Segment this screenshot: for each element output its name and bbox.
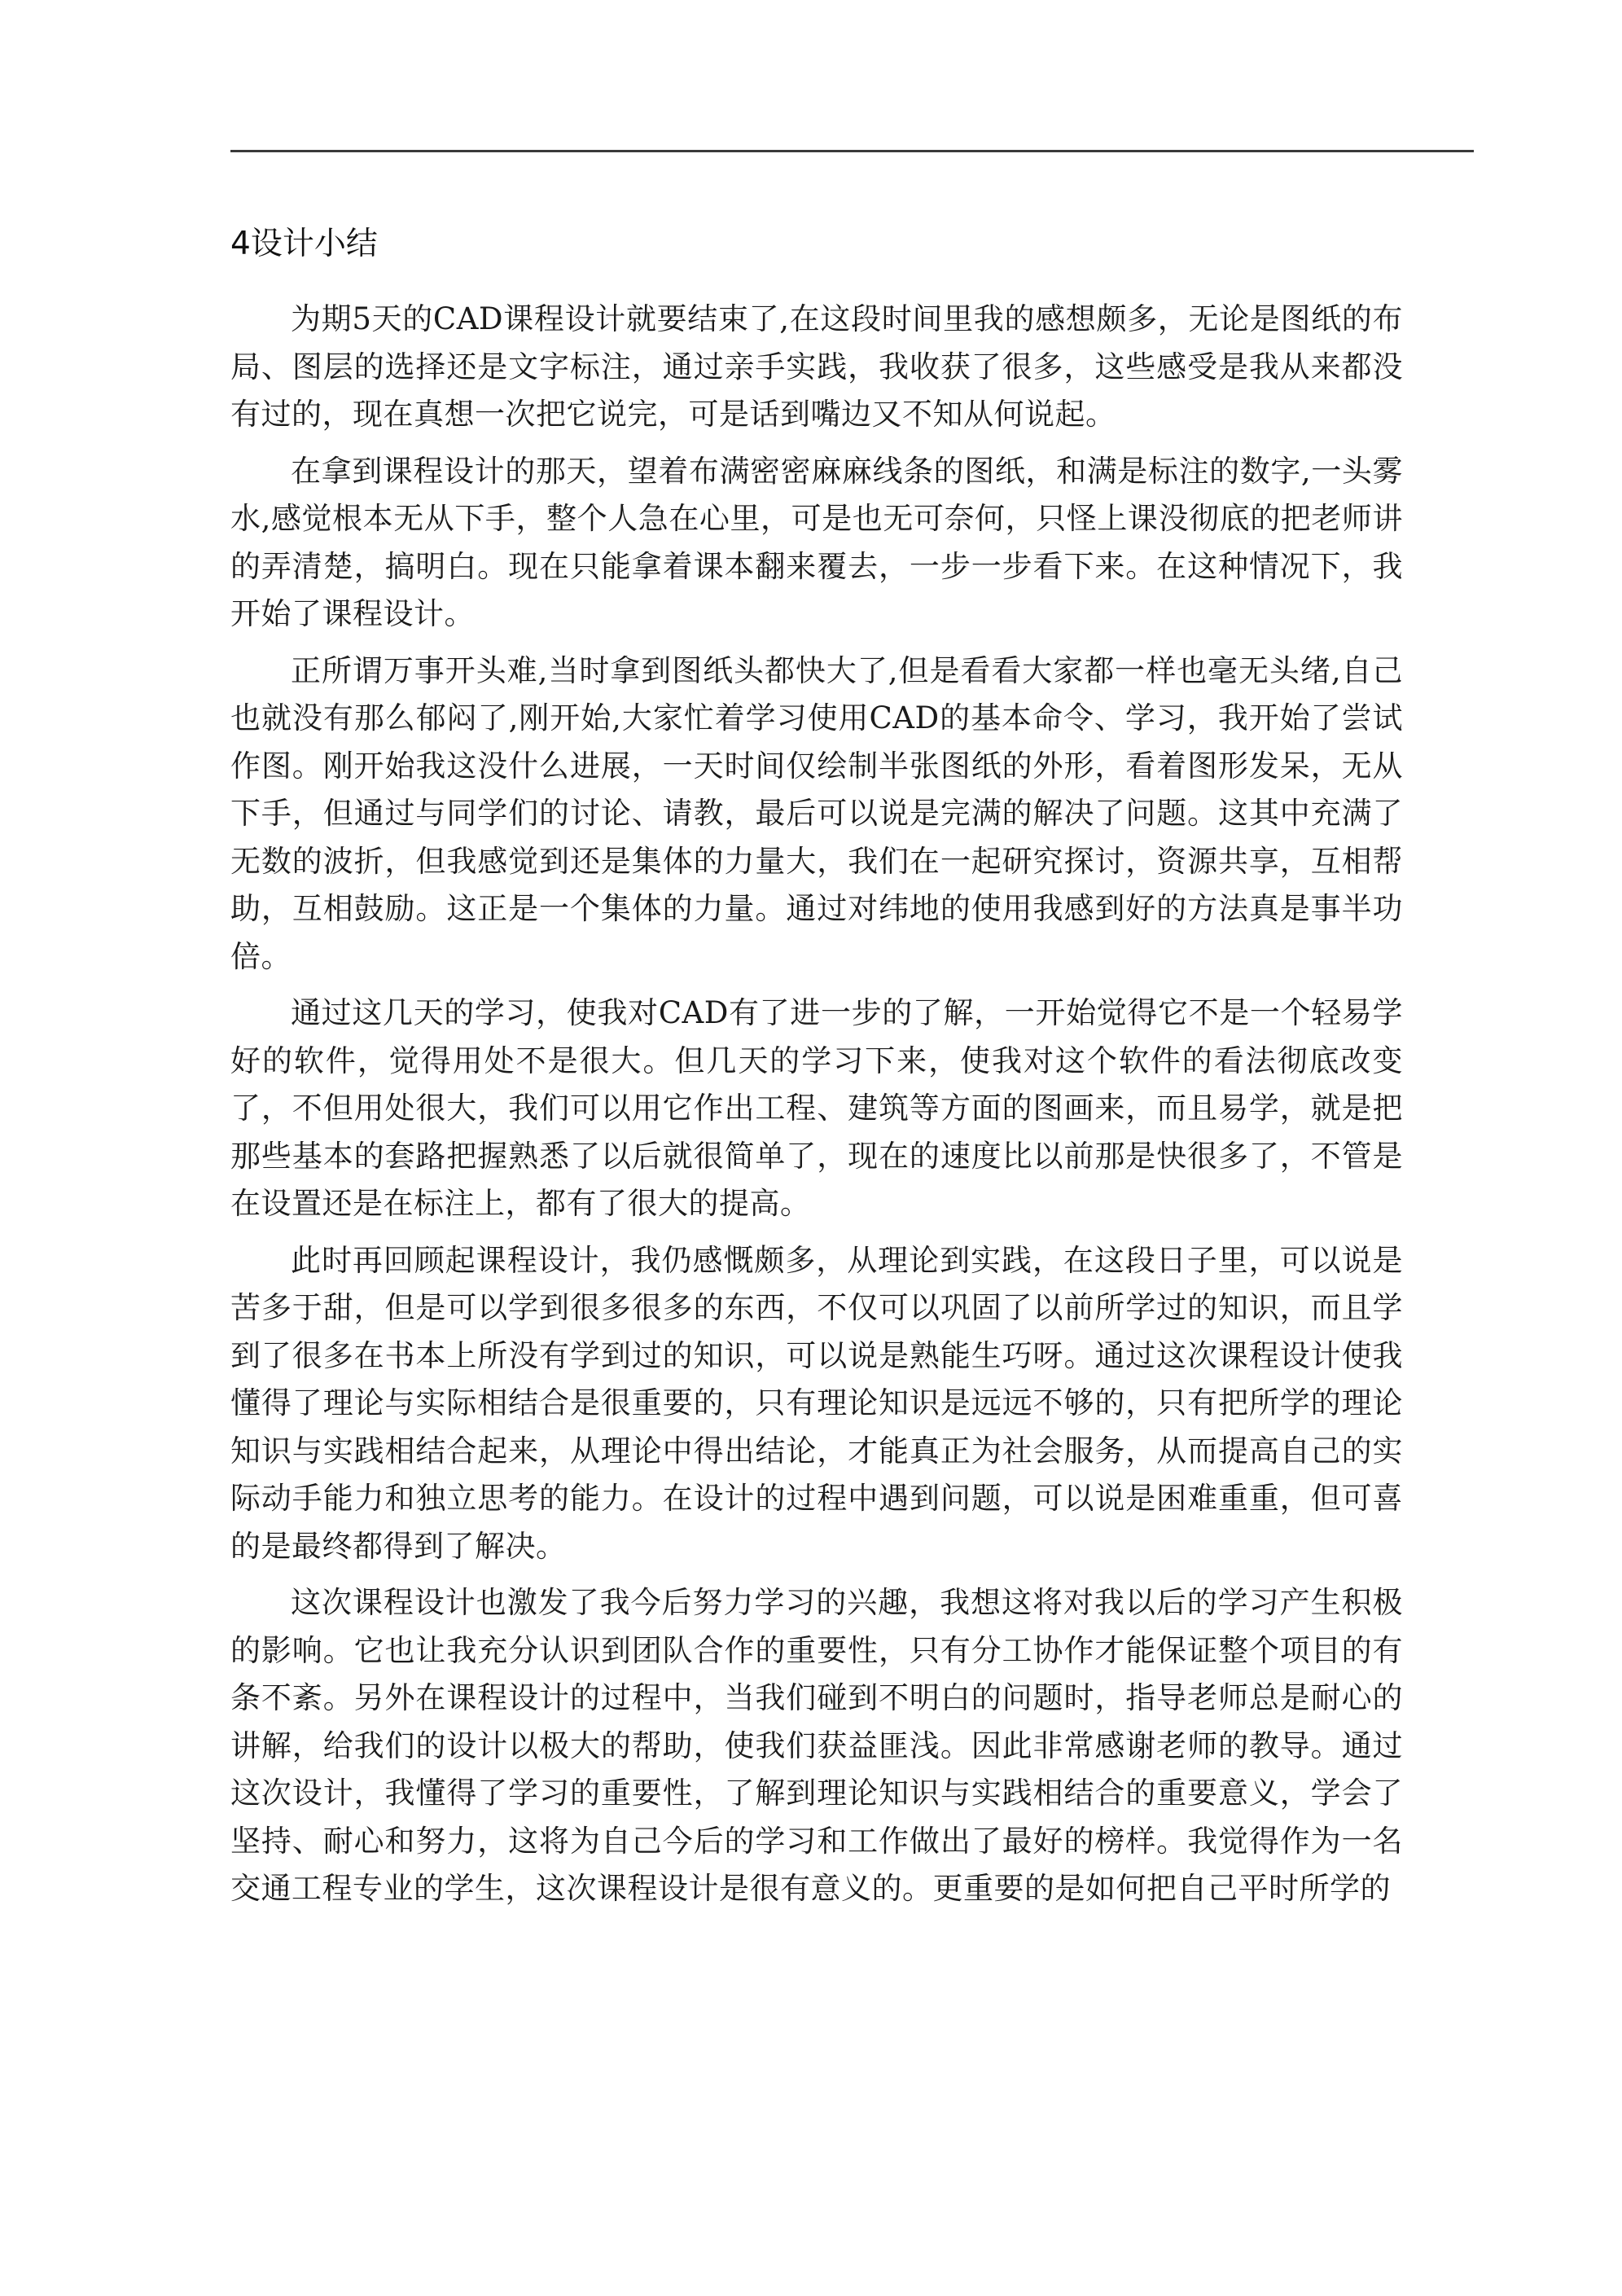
paragraph: 此时再回顾起课程设计，我仍感慨颇多，从理论到实践，在这段日子里，可以说是苦多于甜，但是可以学到很多很多的东西，不仅可以巩固了以前所学过的知识，而且学到了很多在书本上所没有学到过的知识，可以说是熟能生巧呀。通过这次课程设计使我懂得了理论与实际相结合是很重要的，只有理论知识是远远不够的，只有把所学的理论知识与实践相结合起来，从理论中得出结论，才能真正为社会服务，从而提高自己的实际动手能力和独立思考的能力。在设计的过程中遇到问题，可以说是困难重重，但可喜的是最终都得到了解决。	[230, 1242, 1403, 1564]
paragraph: 通过这几天的学习，使我对CAD有了进一步的了解，一开始觉得它不是一个轻易学好的软件，觉得用处不是很大。但几天的学习下来，使我对这个软件的看法彻底改变了，不但用处很大，我们可以用它作出工程、建筑等方面的图画来，而且易学，就是把那些基本的套路把握熟悉了以后就很简单了，现在的速度比以前那是快很多了，不管是在设置还是在标注上，都有了很大的提高。	[230, 995, 1403, 1221]
paragraph: 为期5天的CAD课程设计就要结束了,在这段时间里我的感想颇多，无论是图纸的布局、图层的选择还是文字标注，通过亲手实践，我收获了很多，这些感受是我从来都没有过的，现在真想一次把它说完，可是话到嘴边又不知从何说起。	[230, 301, 1403, 432]
section-title: 4设计小结	[230, 226, 378, 262]
body-text	[230, 296, 1403, 1913]
paragraph: 在拿到课程设计的那天，望着布满密密麻麻线条的图纸，和满是标注的数字,一头雾水,感觉根本无从下手，整个人急在心里，可是也无可奈何，只怪上课没彻底的把老师讲的弄清楚，搞明白。现在只能拿着课本翻来覆去，一步一步看下来。在这种情况下，我开始了课程设计。	[230, 453, 1403, 631]
paragraph: 这次课程设计也激发了我今后努力学习的兴趣，我想这将对我以后的学习产生积极的影响。它也让我充分认识到团队合作的重要性，只有分工协作才能保证整个项目的有条不紊。另外在课程设计的过程中，当我们碰到不明白的问题时，指导老师总是耐心的讲解，给我们的设计以极大的帮助，使我们获益匪浅。因此非常感谢老师的教导。通过这次设计，我懂得了学习的重要性，了解到理论知识与实践相结合的重要意义，学会了坚持、耐心和努力，这将为自己今后的学习和工作做出了最好的榜样。我觉得作为一名交通工程专业的学生，这次课程设计是很有意义的。更重要的是如何把自己平时所学的	[230, 1585, 1403, 1906]
header-rule	[230, 150, 1474, 152]
paragraph: 正所谓万事开头难,当时拿到图纸头都快大了,但是看看大家都一样也毫无头绪,自己也就没有那么郁闷了,刚开始,大家忙着学习使用CAD的基本命令、学习，我开始了尝试作图。刚开始我这没什么进展，一天时间仅绘制半张图纸的外形，看着图形发呆，无从下手，但通过与同学们的讨论、请教，最后可以说是完满的解决了问题。这其中充满了无数的波折，但我感觉到还是集体的力量大，我们在一起研究探讨，资源共享，互相帮助，互相鼓励。这正是一个集体的力量。通过对纬地的使用我感到好的方法真是事半功倍。	[230, 652, 1403, 974]
